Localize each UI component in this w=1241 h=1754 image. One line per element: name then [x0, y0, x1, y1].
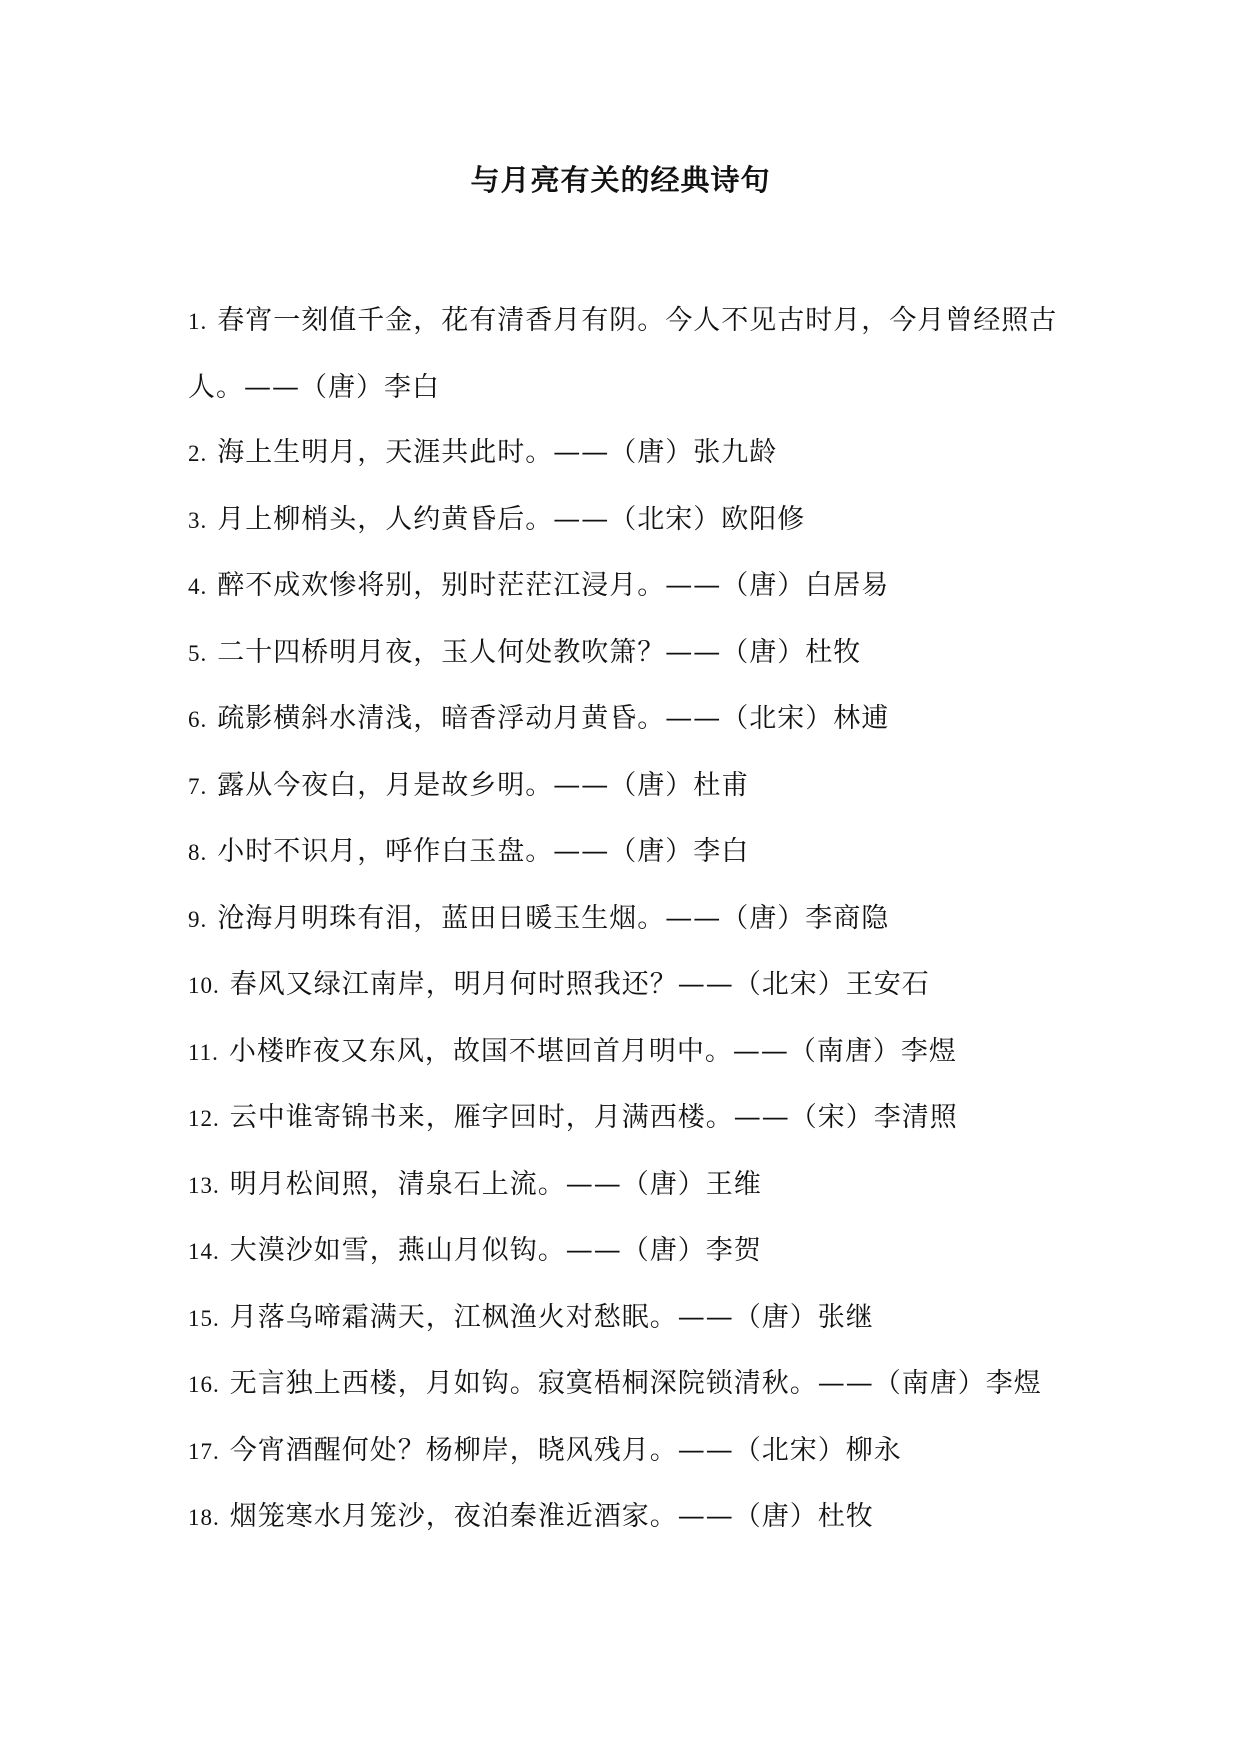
- poem-list: [188, 288, 1058, 1551]
- item-number: 15.: [188, 1305, 220, 1331]
- list-item: [188, 553, 1058, 620]
- item-text: 露从今夜白，月是故乡明。——（唐）杜甫: [217, 769, 750, 801]
- page-title: 与月亮有关的经典诗句: [470, 163, 771, 197]
- item-text: 春风又绿江南岸，明月何时照我还？——（北宋）王安石: [229, 969, 930, 1000]
- item-number: 7.: [188, 773, 208, 799]
- list-item: [188, 753, 1058, 820]
- item-text: 小楼昨夜又东风，故国不堪回首月明中。——（南唐）李煜: [228, 1035, 957, 1067]
- item-text: 今宵酒醒何处？杨柳岸，晓风残月。——（北宋）柳永: [229, 1434, 902, 1466]
- list-item: [188, 1019, 1058, 1086]
- item-text: 无言独上西楼，月如钩。寂寞梧桐深院锁清秋。——（南唐）李煜: [229, 1368, 1042, 1399]
- item-number: 10.: [188, 973, 220, 998]
- list-item: [188, 620, 1058, 687]
- item-text: 二十四桥明月夜，玉人何处教吹箫？——（唐）杜牧: [217, 636, 862, 668]
- list-item: [188, 886, 1058, 953]
- item-number: 11.: [188, 1039, 219, 1065]
- list-item: [188, 1418, 1058, 1485]
- item-number: 6.: [188, 707, 208, 732]
- item-number: 3.: [188, 507, 208, 533]
- item-text: 月落乌啼霜满天，江枫渔火对愁眠。——（唐）张继: [229, 1301, 874, 1333]
- item-number: 9.: [188, 906, 208, 932]
- list-item: [188, 1285, 1058, 1352]
- item-number: 18.: [188, 1505, 220, 1530]
- item-text: 春宵一刻值千金，花有清香月有阴。今人不见古时月，今月曾经照古人。——（唐）李白: [188, 305, 1058, 403]
- item-text: 大漠沙如雪，燕山月似钩。——（唐）李贺: [229, 1235, 762, 1266]
- list-item: [188, 1484, 1058, 1551]
- list-item: [188, 952, 1058, 1019]
- item-number: 8.: [188, 840, 208, 865]
- item-text: 明月松间照，清泉石上流。——（唐）王维: [229, 1168, 762, 1200]
- item-text: 疏影横斜水清浅，暗香浮动月黄昏。——（北宋）林逋: [217, 703, 890, 734]
- list-item: [188, 1085, 1058, 1152]
- list-item: [188, 819, 1058, 886]
- item-text: 月上柳梢头，人约黄昏后。——（北宋）欧阳修: [217, 503, 806, 535]
- list-item: [188, 1152, 1058, 1219]
- item-number: 2.: [188, 441, 208, 466]
- list-item: [188, 686, 1058, 753]
- item-number: 17.: [188, 1438, 220, 1464]
- item-number: 14.: [188, 1239, 220, 1264]
- list-item: [188, 1351, 1058, 1418]
- item-text: 烟笼寒水月笼沙，夜泊秦淮近酒家。——（唐）杜牧: [229, 1501, 874, 1532]
- item-number: 12.: [188, 1106, 220, 1131]
- list-item: [188, 1218, 1058, 1285]
- item-number: 5.: [188, 640, 208, 666]
- item-text: 云中谁寄锦书来，雁字回时，月满西楼。——（宋）李清照: [229, 1102, 958, 1133]
- item-number: 1.: [188, 309, 208, 334]
- item-text: 醉不成欢惨将别，别时茫茫江浸月。——（唐）白居易: [217, 570, 890, 601]
- item-text: 沧海月明珠有泪，蓝田日暖玉生烟。——（唐）李商隐: [217, 902, 890, 934]
- item-text: 海上生明月，天涯共此时。——（唐）张九龄: [217, 437, 778, 468]
- list-item: [188, 420, 1058, 487]
- item-text: 小时不识月，呼作白玉盘。——（唐）李白: [217, 836, 750, 867]
- list-item: [188, 288, 1058, 420]
- item-number: 16.: [188, 1372, 220, 1397]
- item-number: 4.: [188, 574, 208, 599]
- item-number: 13.: [188, 1172, 220, 1198]
- list-item: [188, 487, 1058, 554]
